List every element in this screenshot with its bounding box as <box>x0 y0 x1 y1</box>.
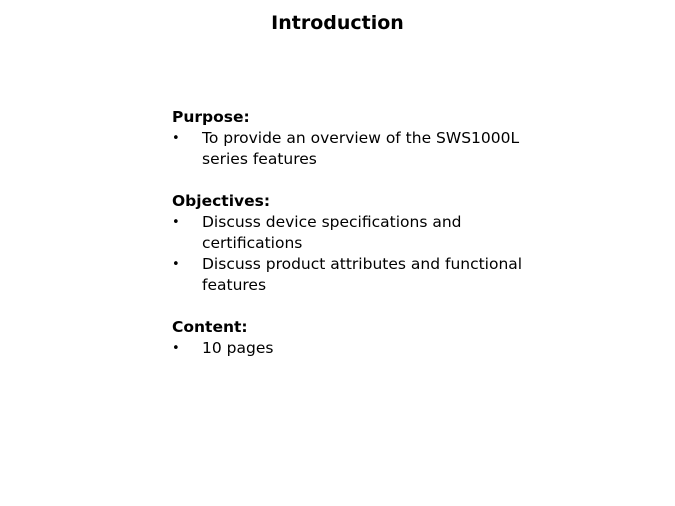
bullet-icon: • <box>172 341 180 356</box>
bullet-icon: • <box>172 215 180 230</box>
bullet-item <box>172 254 532 296</box>
bullet-text: Discuss product attributes and functional features <box>202 255 523 294</box>
bullet-text: 10 pages <box>202 339 274 357</box>
purpose-section <box>172 107 532 170</box>
section-heading: Content: <box>172 318 248 336</box>
section-heading: Purpose: <box>172 108 250 126</box>
bullet-item <box>172 212 532 254</box>
bullet-text: Discuss device specifications and certifications <box>202 213 462 252</box>
bullet-list <box>172 128 532 170</box>
objectives-section <box>172 191 532 296</box>
content-section <box>172 317 532 359</box>
bullet-item <box>172 338 532 359</box>
bullet-icon: • <box>172 131 180 146</box>
bullet-text: To provide an overview of the SWS1000L series features <box>202 129 520 168</box>
bullet-item <box>172 128 532 170</box>
bullet-list <box>172 212 532 296</box>
bullet-icon: • <box>172 257 180 272</box>
slide-title: Introduction <box>271 12 404 34</box>
slide-content <box>172 107 532 380</box>
section-heading: Objectives: <box>172 192 271 210</box>
bullet-list <box>172 338 532 359</box>
